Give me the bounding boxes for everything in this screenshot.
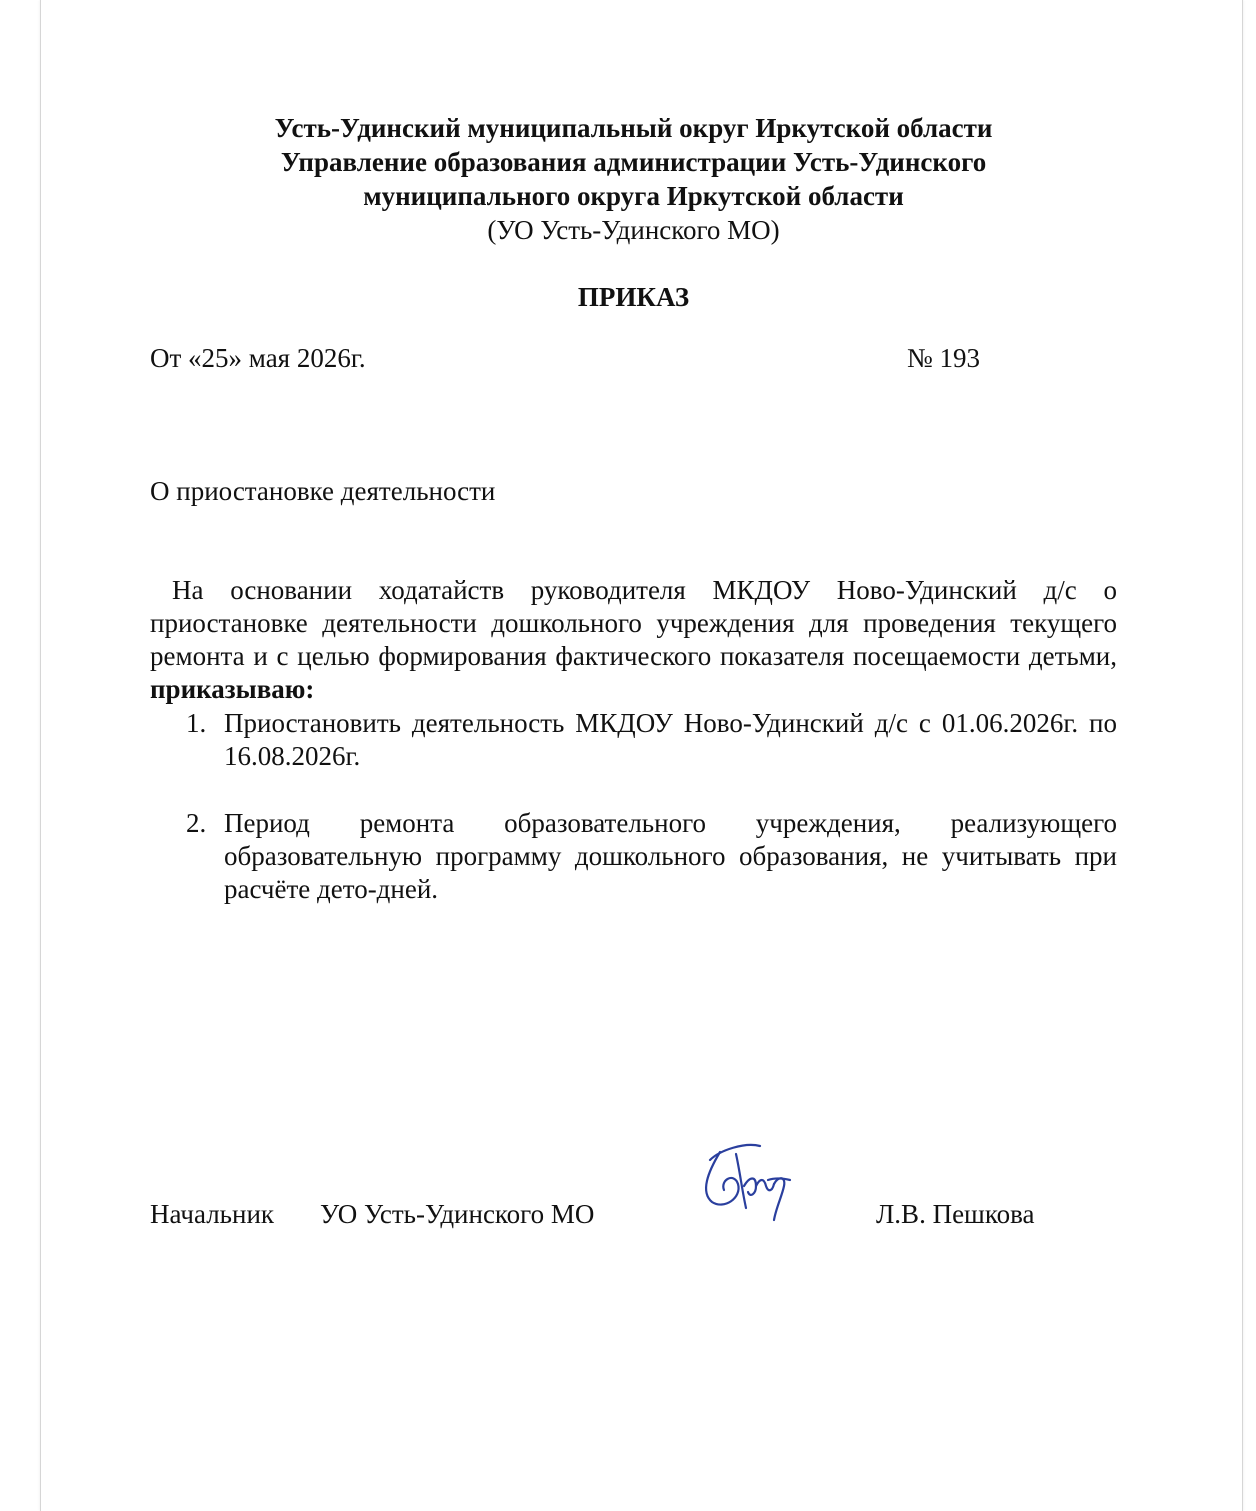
order-item-text: Приостановить деятельность МКДОУ Ново-Удинский д/с с 01.06.2026г. по 16.08.2026г. xyxy=(224,708,1117,771)
signer-name: Л.В. Пешкова xyxy=(876,1199,1035,1229)
order-items-list xyxy=(150,707,1117,906)
order-item xyxy=(150,807,1117,906)
preamble-paragraph xyxy=(150,574,1117,706)
header-line-department: Управление образования администрации Усть-Удинского xyxy=(280,147,987,177)
signer-organization: УО Усть-Удинского МО xyxy=(320,1199,595,1229)
order-item xyxy=(150,707,1117,773)
preamble-text: На основании ходатайств руководителя МКДОУ Ново-Удинский д/с о приостановке деятельности дошкольного учреждения для проведения текущего ремонта и с целью формирования фактического показателя посещаемости детьми, xyxy=(150,575,1117,671)
header-line-district: Усть-Удинский муниципальный округ Иркутской области xyxy=(274,113,993,143)
date-number-line xyxy=(150,341,980,375)
document-title: ПРИКАЗ xyxy=(577,282,690,312)
order-item-text: Период ремонта образовательного учреждения, реализующего образовательную программу дошкольного образования, не учитывать при расчёте дето-дней. xyxy=(224,808,1117,904)
command-word: приказываю: xyxy=(150,674,315,704)
signer-position: Начальник xyxy=(150,1199,275,1229)
order-item-number: 1. xyxy=(186,708,207,738)
header-line-okrug: муниципального округа Иркутской области xyxy=(363,181,904,211)
document-header xyxy=(150,111,1117,247)
handwritten-signature-icon xyxy=(690,1132,800,1232)
order-date: От «25» мая 2026г. xyxy=(150,343,366,373)
order-subject: О приостановке деятельности xyxy=(150,476,496,506)
order-item-number: 2. xyxy=(186,808,207,838)
header-line-abbrev: (УО Усть-Удинского МО) xyxy=(487,215,780,245)
order-number: № 193 xyxy=(906,343,980,373)
